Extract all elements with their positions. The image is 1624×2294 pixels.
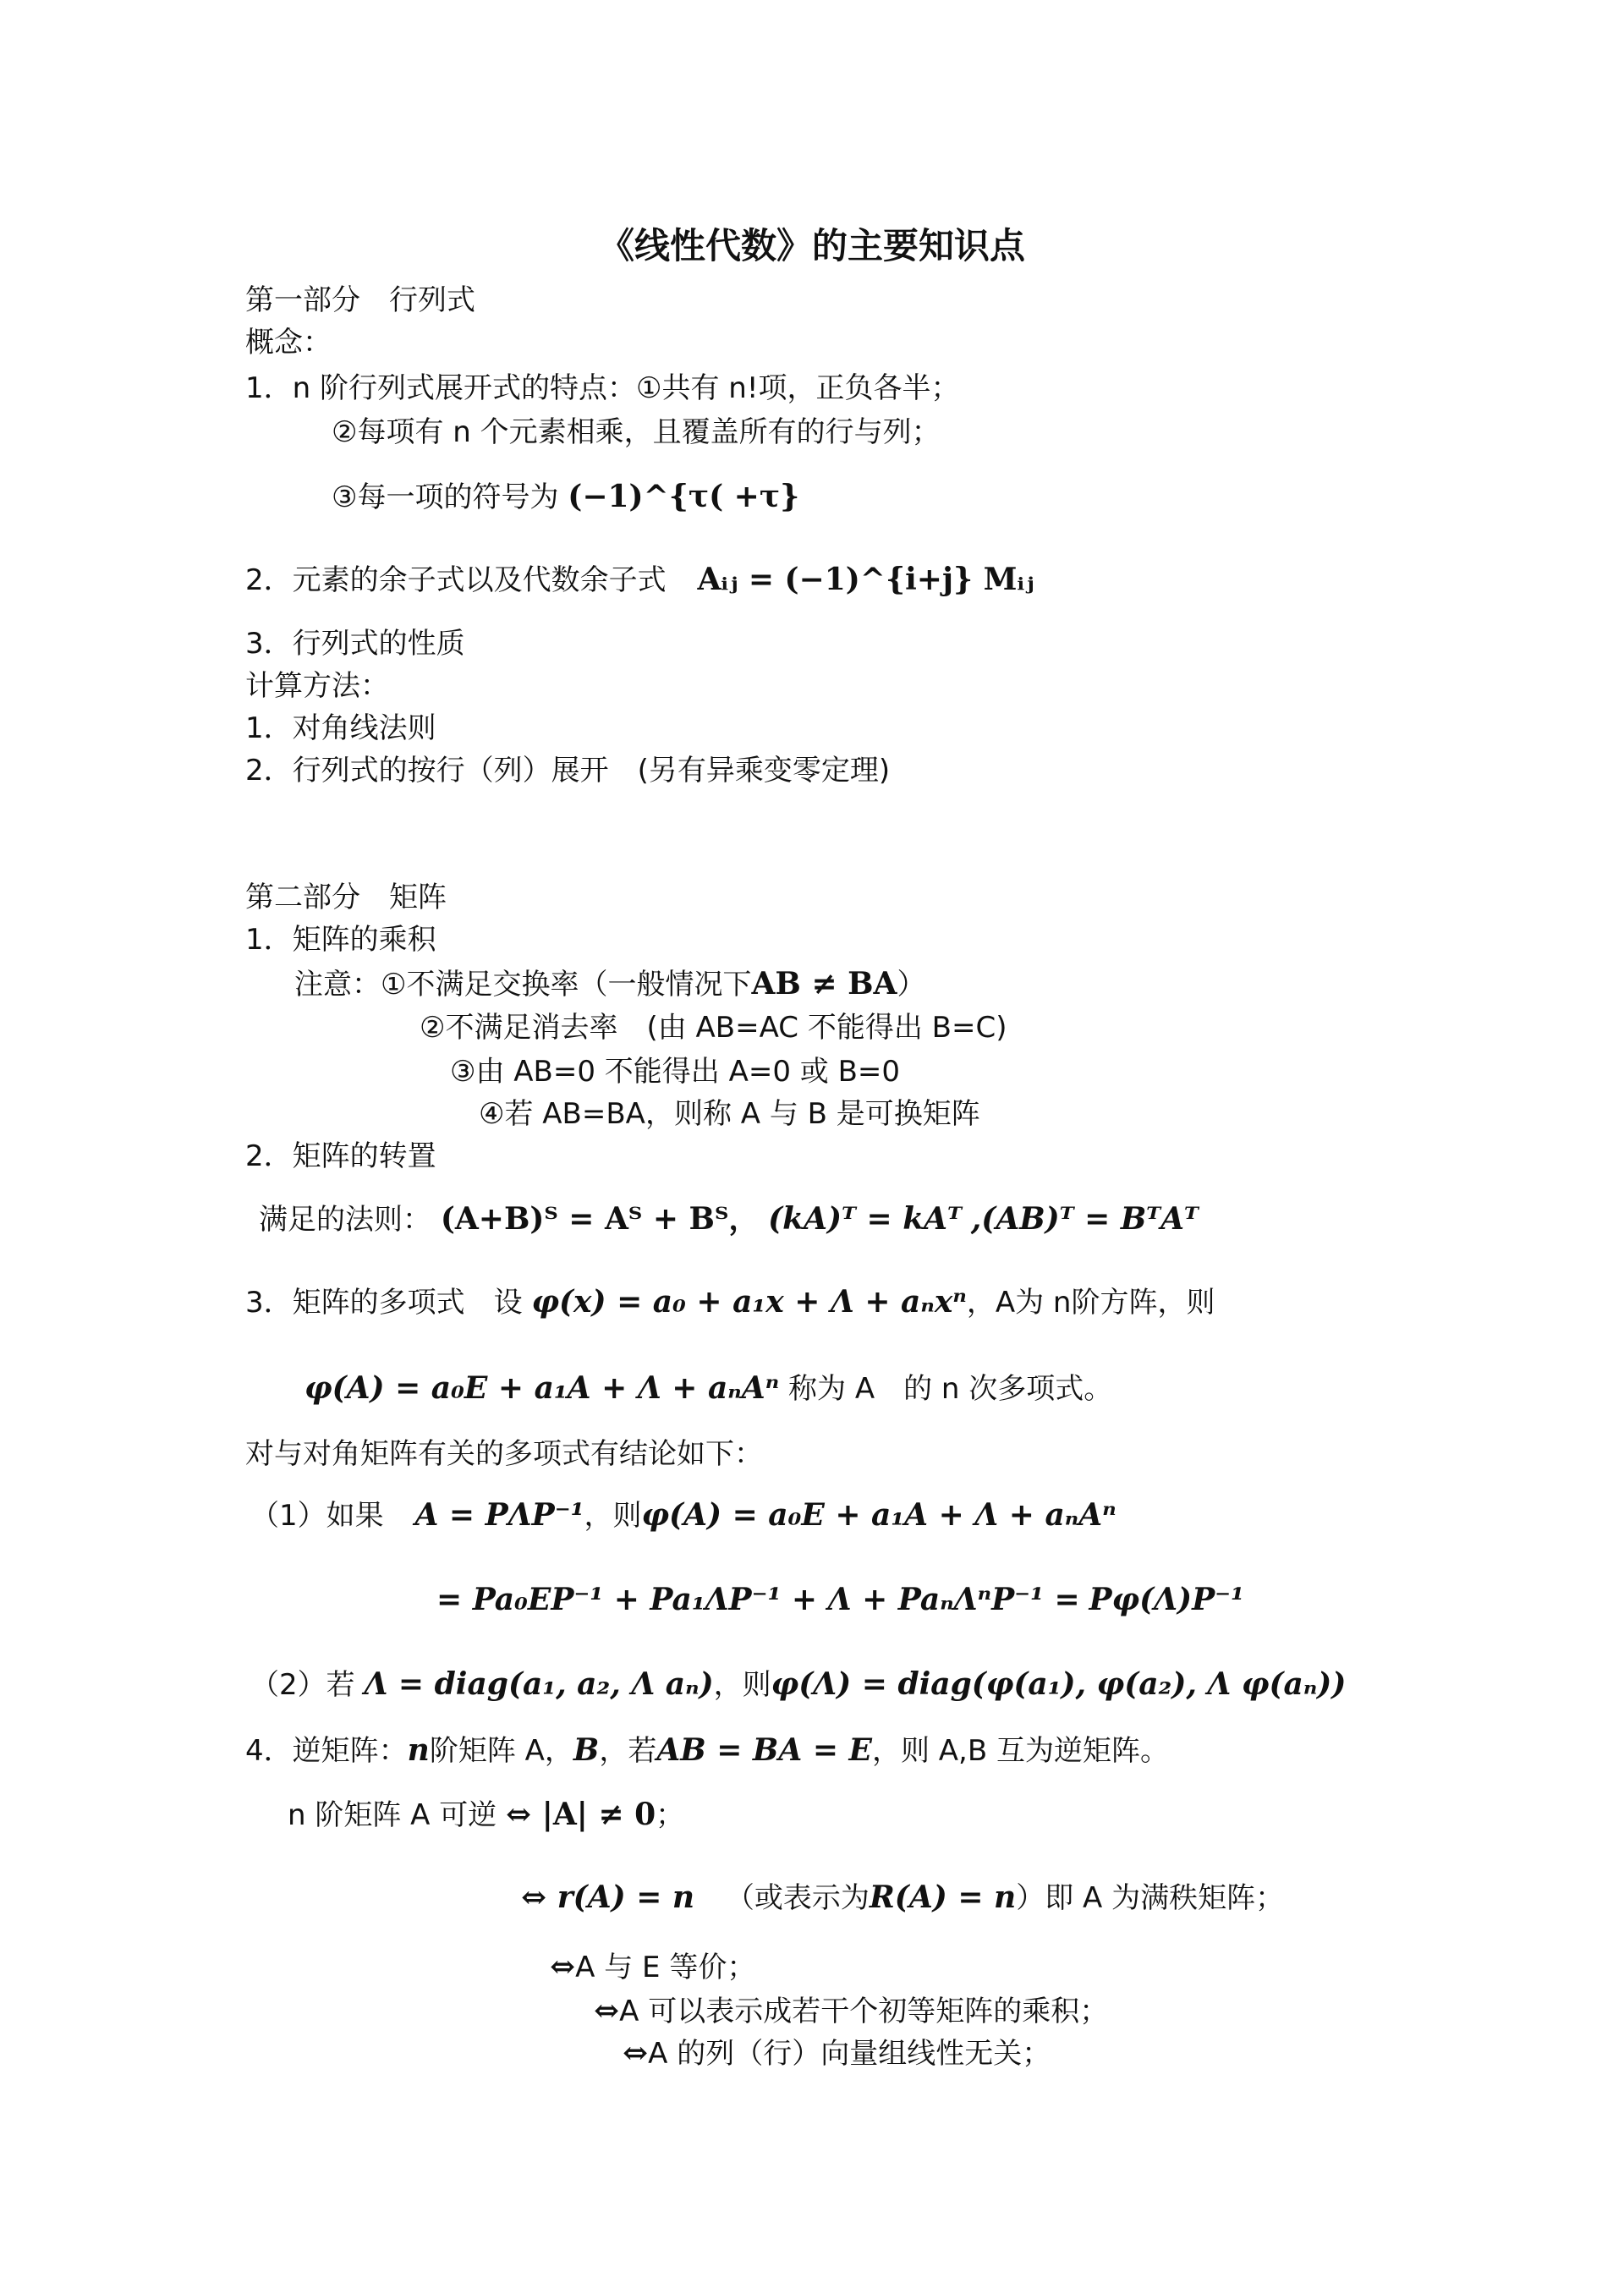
inv-end: ； xyxy=(656,1798,685,1832)
part2-heading: 第二部分 矩阵 xyxy=(245,881,447,914)
independence-condition xyxy=(623,2035,1051,2072)
inv-text: n 阶矩阵 A 可逆 xyxy=(288,1798,497,1832)
elementary-product-condition xyxy=(594,1993,1108,2029)
item-text: 元素的余子式以及代数余子式 xyxy=(292,563,667,597)
item-text: n 阶行列式展开式的特点：①共有 n!项，正负各半； xyxy=(292,371,960,405)
polynomial-formula: φ(x) = a₀ + a₁x + Λ + aₙxⁿ xyxy=(531,1284,967,1320)
iff-arrow: ⇔ xyxy=(594,1993,620,2028)
calc-label: 计算方法： xyxy=(245,669,389,703)
note1 xyxy=(294,966,925,1002)
matrix-polynomial xyxy=(304,1370,1112,1407)
rank-text-b: ）即 A 为满秩矩阵； xyxy=(1016,1881,1285,1915)
part1-item2 xyxy=(245,562,1034,598)
item4-text1: 阶矩阵 A， xyxy=(429,1734,573,1768)
eq3-text: A 的列（行）向量组线性无关； xyxy=(648,2037,1051,2071)
note1-close: ） xyxy=(897,968,926,1002)
item3-text: 3．矩阵的多项式 设 xyxy=(245,1286,523,1320)
concepts-label: 概念： xyxy=(245,326,332,359)
rank-condition xyxy=(521,1880,1284,1916)
page-title: 《线性代数》的主要知识点 xyxy=(598,225,1025,266)
part1-item1 xyxy=(245,370,959,406)
note2: ②不满足消去率 (由 AB=AC 不能得出 B=C) xyxy=(420,1011,1007,1045)
matrix-poly-text: 称为 A 的 n 次多项式。 xyxy=(788,1372,1113,1406)
note4: ④若 AB=BA，则称 A 与 B 是可换矩阵 xyxy=(479,1097,980,1131)
c1-formula-a: A = PΛP⁻¹ xyxy=(414,1497,584,1533)
item3-tail: ，A为 n阶方阵，则 xyxy=(966,1286,1215,1320)
note1-formula: AB ≠ BA xyxy=(751,966,897,1002)
part1-heading: 第一部分 行列式 xyxy=(245,283,475,317)
diag-intro: 对与对角矩阵有关的多项式有结论如下： xyxy=(245,1437,763,1471)
item-number: 1． xyxy=(245,371,293,405)
equivalence-condition xyxy=(550,1949,755,1985)
part2-item3 xyxy=(245,1284,1215,1320)
rank-formula-a: ⇔ r(A) = n xyxy=(521,1880,695,1915)
c1-mid: ，则 xyxy=(584,1499,642,1533)
item4-text2: ，若 xyxy=(599,1734,657,1768)
rank-formula-b: R(A) = n xyxy=(869,1880,1017,1915)
part1-item3: 3．行列式的性质 xyxy=(245,627,465,661)
conclusion1 xyxy=(250,1497,1116,1534)
item4-text3: ，则 A,B 互为逆矩阵。 xyxy=(871,1734,1169,1768)
iff-arrow: ⇔ xyxy=(550,1949,576,1984)
c1-line2-formula-a: = Pa₀EP⁻¹ + Pa₁ΛP⁻¹ + Λ + PaₙΛⁿP⁻¹ = xyxy=(436,1582,1080,1617)
sub3-text: ③每一项的符号为 xyxy=(332,480,559,514)
eq2-text: A 可以表示成若干个初等矩阵的乘积； xyxy=(619,1995,1109,2028)
rank-text-a: （或表示为 xyxy=(725,1881,870,1915)
c1-label: （1）如果 xyxy=(250,1499,384,1533)
conclusion1-line2 xyxy=(436,1582,1244,1618)
item4-n: n xyxy=(407,1732,430,1768)
note1-text: 注意：①不满足交换率（一般情况下 xyxy=(294,968,752,1002)
transpose-rules xyxy=(259,1201,1199,1238)
matrix-poly-formula: φ(A) = a₀E + a₁A + Λ + aₙAⁿ xyxy=(304,1370,780,1406)
rule-label: 满足的法则： xyxy=(259,1203,431,1237)
item4-b: B xyxy=(573,1732,600,1768)
inv-formula: ⇔ |A| ≠ 0 xyxy=(506,1797,656,1832)
calc-item1: 1．对角线法则 xyxy=(245,711,436,745)
iff-arrow: ⇔ xyxy=(623,2035,649,2071)
sign-formula: (−1)^{τ( +τ} xyxy=(568,479,800,514)
part1-item1-sub3 xyxy=(332,479,799,515)
note3: ③由 AB=0 不能得出 A=0 或 B=0 xyxy=(450,1055,901,1089)
item4-formula: AB = BA = E xyxy=(656,1732,872,1768)
part1-item1-sub2: ②每项有 n 个元素相乘，且覆盖所有的行与列； xyxy=(332,415,941,449)
c1-formula-b: φ(A) = a₀E + a₁A + Λ + aₙAⁿ xyxy=(641,1497,1116,1533)
rule-formula-scalar: (kA)ᵀ = kAᵀ xyxy=(768,1201,962,1237)
part2-item4 xyxy=(245,1732,1169,1769)
calc-item2: 2．行列式的按行（列）展开 (另有异乘变零定理) xyxy=(245,754,891,788)
conclusion2 xyxy=(250,1666,1346,1703)
c2-formula-a: Λ = diag(a₁, a₂, Λ aₙ) xyxy=(364,1666,714,1702)
c1-line2-formula-b: Pφ(Λ)P⁻¹ xyxy=(1089,1582,1244,1617)
rule-formula-sum: (A+B)ᵀ = Aᵀ + Bᵀ， xyxy=(440,1201,760,1237)
cofactor-formula: Aᵢⱼ = (−1)^{i+j} Mᵢⱼ xyxy=(697,562,1034,597)
part2-item2: 2．矩阵的转置 xyxy=(245,1139,436,1173)
c2-formula-b: φ(Λ) = diag(φ(a₁), φ(a₂), Λ φ(aₙ)) xyxy=(771,1666,1347,1702)
item4-label: 4．逆矩阵： xyxy=(245,1734,408,1768)
eq1-text: A 与 E 等价； xyxy=(575,1951,756,1984)
invertible-condition xyxy=(288,1797,684,1833)
item-number: 2． xyxy=(245,563,293,597)
c2-mid: ，则 xyxy=(713,1668,771,1702)
part2-item1: 1．矩阵的乘积 xyxy=(245,923,436,957)
c2-label: （2）若 xyxy=(250,1668,355,1702)
rule-formula-product: ,(AB)ᵀ = BᵀAᵀ xyxy=(970,1201,1199,1237)
